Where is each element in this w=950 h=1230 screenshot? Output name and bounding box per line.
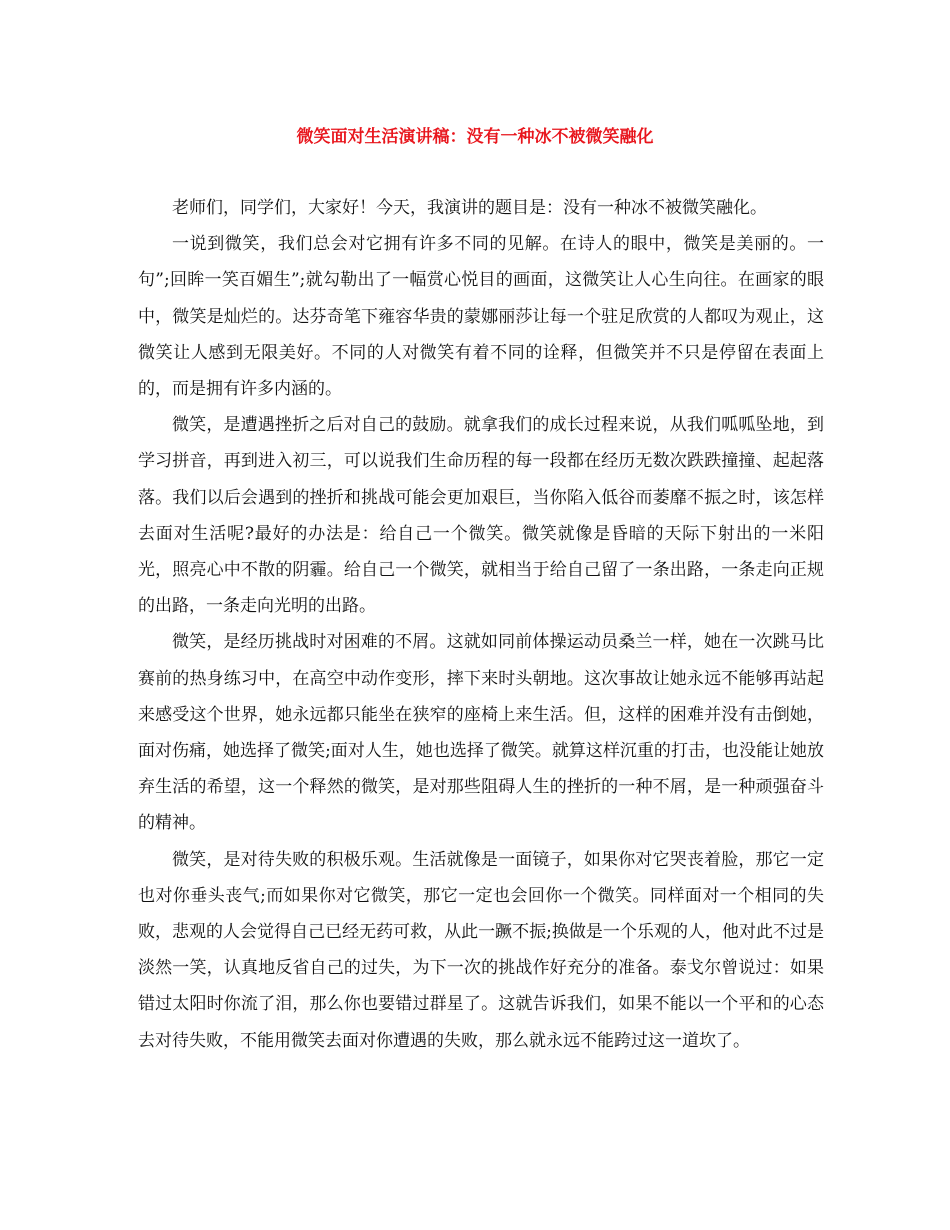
paragraph-optimism: 微笑，是对待失败的积极乐观。生活就像是一面镜子，如果你对它哭丧着脸，那它一定也对你垂头丧气;而如果你对它微笑，那它一定也会回你一个微笑。同样面对一个相同的失败，悲观的人会觉得自己已经无药可救，从此一蹶不振;换做是一个乐观的人，他对此不过是淡然一笑，认真地反省自己的过失，为下一次的挑战作好充分的准备。泰戈尔曾说过：如果错过太阳时你流了泪，那么你也要错过群星了。这就告诉我们，如果不能以一个平和的心态去对待失败，不能用微笑去面对你遭遇的失败，那么就永远不能跨过这一道坎了。 <box>138 849 824 1051</box>
paragraph-greeting: 老师们，同学们，大家好！今天，我演讲的题目是：没有一种冰不被微笑融化。 <box>172 198 767 218</box>
paragraph-intro: 一说到微笑，我们总会对它拥有许多不同的见解。在诗人的眼中，微笑是美丽的。一句”;回眸一笑百媚生”;就勾勒出了一幅赏心悦目的画面，这微笑让人心生向往。在画家的眼中，微笑是灿烂的。达芬奇笔下雍容华贵的蒙娜丽莎让每一个驻足欣赏的人都叹为观止，这微笑让人感到无限美好。不同的人对微笑有着不同的诠释，但微笑并不只是停留在表面上的，而是拥有许多内涵的。 <box>138 234 824 400</box>
document-body <box>138 190 824 1059</box>
paragraph-challenge: 微笑，是经历挑战时对困难的不屑。这就如同前体操运动员桑兰一样，她在一次跳马比赛前的热身练习中，在高空中动作变形，摔下来时头朝地。这次事故让她永远不能够再站起来感受这个世界，她永远都只能坐在狭窄的座椅上来生活。但，这样的困难并没有击倒她，面对伤痛，她选择了微笑;面对人生，她也选择了微笑。就算这样沉重的打击，也没能让她放弃生活的希望，这一个释然的微笑，是对那些阻碍人生的挫折的一种不屑，是一种顽强奋斗的精神。 <box>138 632 824 834</box>
document-title: 微笑面对生活演讲稿：没有一种冰不被微笑融化 <box>296 127 654 147</box>
paragraph-encouragement: 微笑，是遭遇挫折之后对自己的鼓励。就拿我们的成长过程来说，从我们呱呱坠地，到学习拼音，再到进入初三，可以说我们生命历程的每一段都在经历无数次跌跌撞撞、起起落落。我们以后会遇到的挫折和挑战可能会更加艰巨，当你陷入低谷而萎靡不振之时，该怎样去面对生活呢?最好的办法是：给自己一个微笑。微笑就像是昏暗的天际下射出的一米阳光，照亮心中不散的阴霾。给自己一个微笑，就相当于给自己留了一条出路，一条走向正规的出路，一条走向光明的出路。 <box>138 415 824 617</box>
